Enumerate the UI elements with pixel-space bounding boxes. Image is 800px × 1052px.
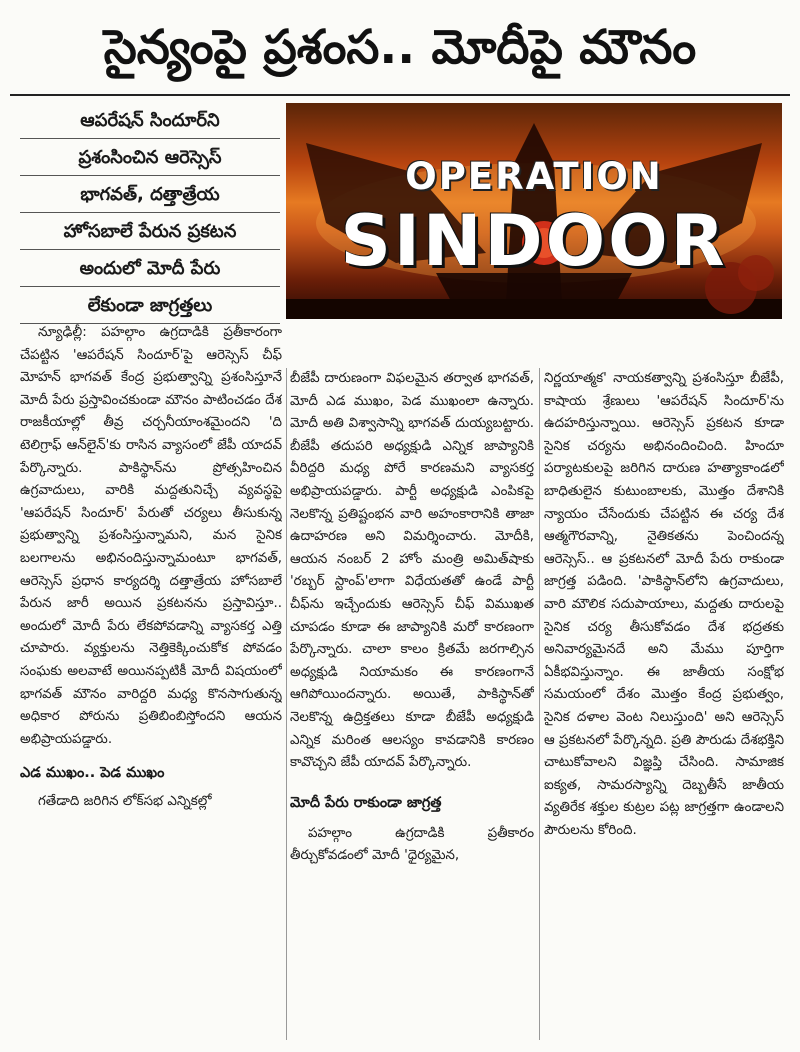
image-caption-top: OPERATION bbox=[405, 155, 663, 198]
subheadline-2: ప్రశంసించిన ఆరెస్సెస్ bbox=[20, 141, 280, 176]
article-column-1 bbox=[20, 322, 282, 1042]
image-caption-bottom: SINDOOR bbox=[340, 200, 728, 282]
operation-sindoor-image bbox=[286, 103, 782, 319]
subheadline-3: భాగవత్, దత్తాత్రేయ bbox=[20, 178, 280, 213]
article-column-3 bbox=[544, 368, 784, 1048]
column-divider bbox=[286, 368, 287, 1040]
subheadline-6: లేకుండా జాగ్రత్తలు bbox=[20, 289, 280, 324]
headline: సైన్యంపై ప్రశంస.. మోదీపై మౌనం bbox=[103, 20, 697, 75]
subheadline-1: ఆపరేషన్ సిందూర్‌ని bbox=[20, 104, 280, 139]
paragraph: పహల్గాం ఉగ్రదాడికి ప్రతీకారం తీర్చుకోవడంలో మోదీ 'ధైర్యమైన, bbox=[290, 825, 534, 864]
paragraph: బీజేపీ దారుణంగా విఫలమైన తర్వాత భాగవత్, మోదీ ఎడ ముఖం, పెడ ముఖంలా ఉన్నారు. మోదీ అతి విశ్వాసాన్ని భాగవత్ దుయ్యబట్టారు. బీజేపీ తదుపరి అధ్యక్షుడి ఎన్నిక జాప్యానికి వీరిద్దరి మధ్య పోరే కారణమని వ్యాసకర్త అభిప్రాయపడ్డారు. పార్టీ అధ్యక్షుడి ఎంపికపై నెలకొన్న ప్రతిష్టంభన వారి అహంకారానికి తాజా ఉదాహరణ అని విమర్శించారు. మోదీకి, ఆయన నంబర్ 2 హోం మంత్రి అమిత్‌షాకు 'రబ్బర్ స్టాంప్'లాగా విధేయతతో ఉండే పార్టీ చీఫ్‌ను ఇచ్చేందుకు ఆరెస్సెస్ చీఫ్ విముఖత చూపడం కూడా ఈ జాప్యానికి మరో కారణంగా పేర్కొన్నారు. చాలా కాలం క్రితమే జరగాల్సిన అధ్యక్షుడి నియామకం ఈ కారణంగానే ఆగిపోయిందన్నారు. అయితే, పాకిస్థాన్‌తో నెలకొన్న ఉద్రిక్తతలు కూడా బీజేపీ అధ్యక్షుడి ఎన్నిక మరింత ఆలస్యం కావడానికి కారణం కావొచ్చని జేపీ యాదవ్ పేర్కొన్నారు. bbox=[290, 371, 534, 771]
subheadline-block bbox=[20, 104, 280, 316]
article-column-2 bbox=[290, 368, 534, 1048]
column-divider bbox=[539, 368, 540, 1040]
subheadline-5: అందులో మోదీ పేరు bbox=[20, 252, 280, 287]
headline-rule bbox=[10, 94, 790, 96]
subheadline-4: హోసబాలే పేరున ప్రకటన bbox=[20, 215, 280, 250]
paragraph: నిర్ణయాత్మక' నాయకత్వాన్ని ప్రశంసిస్తూ బీజేపీ, కాషాయ శ్రేణులు 'ఆపరేషన్ సిందూర్'ను ఉదహరిస్తున్నాయి. ఆరెస్సెస్ ప్రకటన కూడా సైనిక చర్యను అభినందించింది. హిందూ పర్యాటకులపై జరిగిన దారుణ హత్యాకాండలో బాధితులైన కుటుంబాలకు, మొత్తం దేశానికి న్యాయం చేసేందుకు చేపట్టిన ఈ చర్య దేశ ఆత్మగౌరవాన్ని, నైతికతను పెంచిందన్న ఆరెస్సెస్.. ఆ ప్రకటనలో మోదీ పేరు రాకుండా జాగ్రత్త పడింది. 'పాకిస్థాన్‌లోని ఉగ్రవాదులు, వారి మౌలిక సదుపాయాలు, మద్దతు దారులపై సైనిక చర్య తీసుకోవడం దేశ భద్రతకు అనివార్యమైనదే అని మేము పూర్తిగా ఏకీభవిస్తున్నాం. ఈ జాతీయ సంక్షోభ సమయంలో దేశం మొత్తం కేంద్ర ప్రభుత్వం, సైనిక దళాల వెంట నిలుస్తుంది' అని ఆరెస్సెస్ ఆ ప్రకటనలో పేర్కొన్నది. ప్రతి పౌరుడు దేశభక్తిని చాటుకోవాలని విజ్ఞప్తి చేసింది. సామాజిక ఐక్యత, సామరస్యాన్ని దెబ్బతీసే జాతీయ వ్యతిరేక శక్తుల కుట్రల పట్ల జాగ్రత్తగా ఉండాలని పౌరులను కోరింది. bbox=[544, 371, 784, 838]
paragraph: న్యూఢిల్లీ: పహల్గాం ఉగ్రదాడికి ప్రతీకారంగా చేపట్టిన 'ఆపరేషన్ సిందూర్'పై ఆరెస్సెస్ చీఫ్ మోహన్ భాగవత్ కేంద్ర ప్రభుత్వాన్ని ప్రశంసిస్తూనే మోదీ పేరు ప్రస్తావించకుండా మౌనం పాటించడం దేశ రాజకీయాల్లో తీవ్ర చర్చనీయాంశమైందని 'ది టెలిగ్రాఫ్ ఆన్‌లైన్'కు రాసిన వ్యాసంలో జేపీ యాదవ్ పేర్కొన్నారు. పాకిస్థాన్‌ను ప్రోత్సహించిన ఉగ్రవాదులు, వారికి మద్దతునిచ్చే వ్యవస్థపై 'ఆపరేషన్ సిందూర్' పేరుతో చర్యలు తీసుకున్న ప్రభుత్వాన్ని ప్రశంసిస్తున్నామని, మన సైనిక బలగాలను అభినందిస్తున్నామంటూ భాగవత్, ఆరెస్సెస్ ప్రధాన కార్యదర్శి దత్తాత్రేయ హోసబాలే పేరున జారీ అయిన ప్రకటనను ప్రస్తావిస్తూ.. అందులో మోదీ పేరు లేకపోవడాన్ని వ్యాసకర్త ఎత్తి చూపారు. వ్యక్తులను నెత్తికెక్కించుకోక పోవడం సంఘకు అలవాటే అయినప్పటికీ మోదీ విషయంలో భాగవత్ మౌనం వారిద్దరి మధ్య కొనసాగుతున్న అధికార పోరును ప్రతిబింబిస్తోందని ఆయన అభిప్రాయపడ్డారు. bbox=[20, 325, 282, 747]
section-subhead: మోదీ పేరు రాకుండా జాగ్రత్త bbox=[290, 794, 442, 811]
section-subhead: ఎడ ముఖం.. పెడ ముఖం bbox=[20, 765, 165, 782]
paragraph: గతేడాది జరిగిన లోక్‌సభ ఎన్నికల్లో bbox=[38, 794, 212, 810]
